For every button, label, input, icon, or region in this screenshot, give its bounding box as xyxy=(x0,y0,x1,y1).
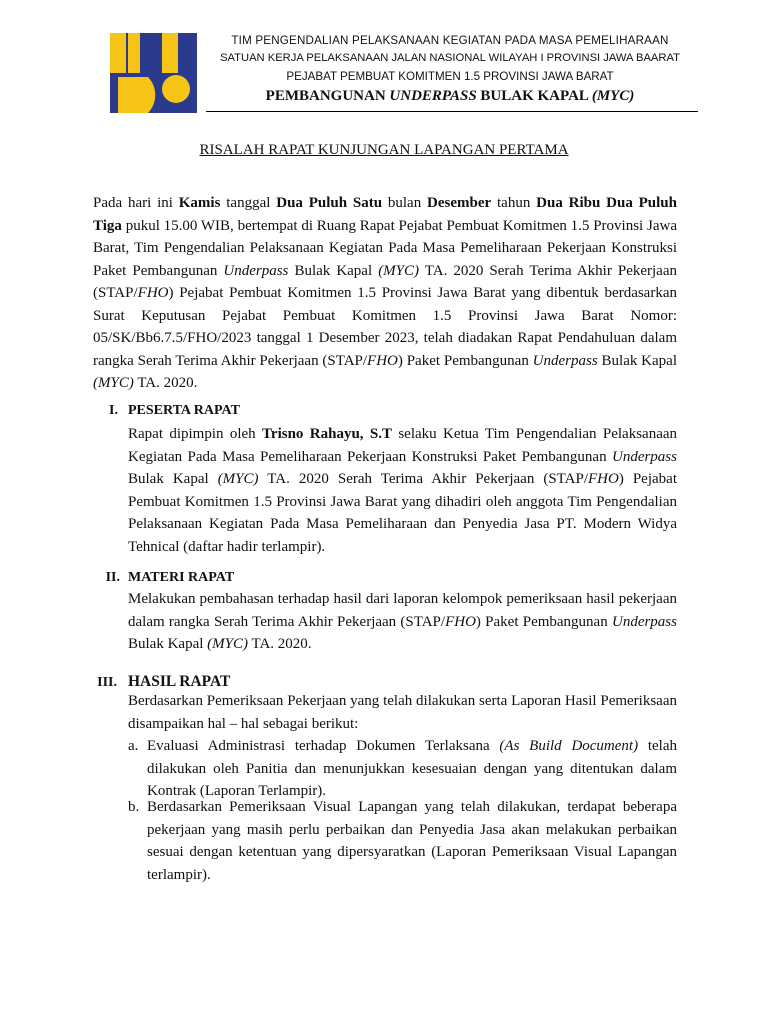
section-hasil-paragraph: Berdasarkan Pemeriksaan Pekerjaan yang telah dilakukan serta Laporan Hasil Pemeriksaan disampaikan hal – hal sebagai berikut: xyxy=(128,693,677,732)
section-number: II. xyxy=(105,570,120,585)
list-item-label: a. xyxy=(128,738,139,754)
header-line-satker: SATUAN KERJA PELAKSANAAN JALAN NASIONAL WILAYAH I PROVINSI JAWA BAARAT xyxy=(220,52,680,64)
section-title: HASIL RAPAT xyxy=(128,673,231,690)
section-peserta-paragraph: Rapat dipimpin oleh Trisno Rahayu, S.T selaku Ketua Tim Pengendalian Pelaksanaan Kegiatan Pada Masa Pemeliharaan Pekerjaan Konstruksi Paket Pembangunan Underpass Bulak Kapal (MYC) TA. 2020 Serah Terima Akhir Pekerjaan (STAP/FHO) Pejabat Pembuat Komitmen 1.5 Provinsi Jawa Barat yang dihadiri oleh anggota Tim Pengendalian Pelaksanaan Kegiatan Pada Masa Pemeliharaan dan Penyedia Jasa PT. Modern Widya Tehnical (daftar hadir terlampir). xyxy=(128,426,678,555)
header-line-ppk: PEJABAT PEMBUAT KOMITMEN 1.5 PROVINSI JAWA BARAT xyxy=(286,70,614,83)
section-title: PESERTA RAPAT xyxy=(128,403,240,418)
header-line-tim: TIM PENGENDALIAN PELAKSANAAN KEGIATAN PADA MASA PEMELIHARAAN xyxy=(231,34,669,47)
list-item xyxy=(128,796,677,886)
header-project-name: PEMBANGUNAN UNDERPASS BULAK KAPAL (MYC) xyxy=(265,88,635,104)
section-number: III. xyxy=(97,675,117,690)
header-rule xyxy=(206,111,698,112)
section-title: MATERI RAPAT xyxy=(128,570,235,585)
section-heading-materi xyxy=(93,570,235,586)
list-item xyxy=(128,735,677,803)
list-item-text: Berdasarkan Pemeriksaan Visual Lapangan yang telah dilakukan, terdapat beberapa pekerjaan yang masih perlu perbaikan dan Penyedia Jasa akan melakukan perbaikan sesuai dengan ketentuan yang dipersyaratkan (Laporan Pemeriksaan Visual Lapangan terlampir). xyxy=(147,799,677,883)
section-materi-paragraph: Melakukan pembahasan terhadap hasil dari laporan kelompok pemeriksaan hasil pekerjaan dalam rangka Serah Terima Akhir Pekerjaan (STAP/FHO) Paket Pembangunan Underpass Bulak Kapal (MYC) TA. 2020. xyxy=(128,591,677,652)
intro-paragraph: Pada hari ini Kamis tanggal Dua Puluh Satu bulan Desember tahun Dua Ribu Dua Puluh Tiga pukul 15.00 WIB, bertempat di Ruang Rapat Pejabat Pembuat Komitmen 1.5 Provinsi Jawa Barat, Tim Pengendalian Pelaksanaan Kegiatan Pada Masa Pemeliharaan Pekerjaan Konstruksi Paket Pembangunan Underpass Bulak Kapal (MYC) TA. 2020 Serah Terima Akhir Pekerjaan (STAP/FHO) Pejabat Pembuat Komitmen 1.5 Provinsi Jawa Barat yang dibentuk berdasarkan Surat Keputusan Pejabat Pembuat Komitmen 1.5 Provinsi Jawa Barat Nomor: 05/SK/Bb6.7.5/FHO/2023 tanggal 1 Desember 2023, telah diadakan Rapat Pendahuluan dalam rangka Serah Terima Akhir Pekerjaan (STAP/FHO) Paket Pembangunan Underpass Bulak Kapal (MYC) TA. 2020. xyxy=(93,195,677,391)
document-title: RISALAH RAPAT KUNJUNGAN LAPANGAN PERTAMA xyxy=(199,142,569,158)
list-item-text: Evaluasi Administrasi terhadap Dokumen Terlaksana (As Build Document) telah dilakukan oleh Panitia dan menunjukkan kesesuaian dengan yang ditentukan dalam Kontrak (Laporan Terlampir). xyxy=(147,738,678,799)
list-item-label: b. xyxy=(128,799,140,815)
section-heading-hasil xyxy=(93,673,231,691)
section-heading-peserta xyxy=(93,403,240,419)
pu-logo-icon xyxy=(110,33,197,113)
section-number: I. xyxy=(109,403,118,418)
